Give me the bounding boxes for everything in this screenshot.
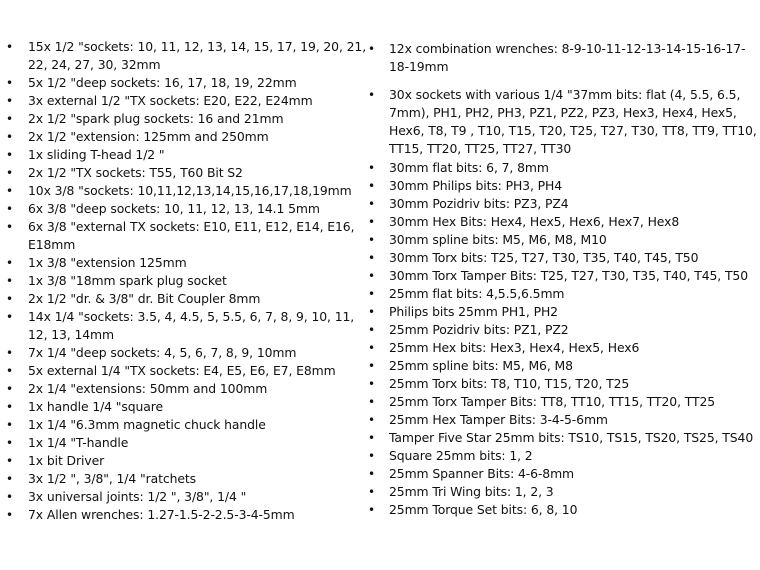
list-item: • 25mm flat bits: 4,5.5,6.5mm bbox=[364, 285, 758, 303]
list-item: • 2x 1/2 "TX sockets: T55, T60 Bit S2 bbox=[0, 164, 368, 182]
list-item: • 25mm Hex Tamper Bits: 3-4-5-6mm bbox=[364, 411, 758, 429]
list-item: • 5x 1/2 "deep sockets: 16, 17, 18, 19, 22mm bbox=[0, 74, 368, 92]
right-item-list bbox=[364, 40, 758, 519]
list-item: • 10x 3/8 "sockets: 10,11,12,13,14,15,16,17,18,19mm bbox=[0, 182, 368, 200]
list-item: • 1x 3/8 "18mm spark plug socket bbox=[0, 272, 368, 290]
list-item: • Square 25mm bits: 1, 2 bbox=[364, 447, 758, 465]
list-item: • 1x 3/8 "extension 125mm bbox=[0, 254, 368, 272]
list-item: • 25mm Spanner Bits: 4-6-8mm bbox=[364, 465, 758, 483]
list-item: • 25mm Torque Set bits: 6, 8, 10 bbox=[364, 501, 758, 519]
list-item: • 1x 1/4 "6.3mm magnetic chuck handle bbox=[0, 416, 368, 434]
list-item: • 30x sockets with various 1/4 "37mm bits: flat (4, 5.5, 6.5, 7mm), PH1, PH2, PH3, PZ1, PZ2, PZ3, Hex3, Hex4, Hex5, Hex6, T8, T9 , T10, T15, T20, T25, T27, T30, TT8, TT9, TT10, TT15, TT20, TT25, TT27, TT30 bbox=[364, 86, 758, 158]
list-item: • 1x 1/4 "T-handle bbox=[0, 434, 368, 452]
list-item: • 3x 1/2 ", 3/8", 1/4 "ratchets bbox=[0, 470, 368, 488]
list-item: • 30mm Philips bits: PH3, PH4 bbox=[364, 177, 758, 195]
list-item: • 25mm Torx Tamper Bits: TT8, TT10, TT15, TT20, TT25 bbox=[364, 393, 758, 411]
list-item: • 2x 1/2 "dr. & 3/8" dr. Bit Coupler 8mm bbox=[0, 290, 368, 308]
list-item: • Tamper Five Star 25mm bits: TS10, TS15, TS20, TS25, TS40 bbox=[364, 429, 758, 447]
list-item: • 6x 3/8 "deep sockets: 10, 11, 12, 13, 14.1 5mm bbox=[0, 200, 368, 218]
list-item: • 25mm spline bits: M5, M6, M8 bbox=[364, 357, 758, 375]
list-item: • 6x 3/8 "external TX sockets: E10, E11, E12, E14, E16, E18mm bbox=[0, 218, 368, 254]
list-item: • 3x external 1/2 "TX sockets: E20, E22, E24mm bbox=[0, 92, 368, 110]
list-item: • 7x Allen wrenches: 1.27-1.5-2-2.5-3-4-5mm bbox=[0, 506, 368, 524]
list-item: • 5x external 1/4 "TX sockets: E4, E5, E6, E7, E8mm bbox=[0, 362, 368, 380]
list-item: • 25mm Pozidriv bits: PZ1, PZ2 bbox=[364, 321, 758, 339]
list-item: • 30mm flat bits: 6, 7, 8mm bbox=[364, 159, 758, 177]
list-item: • 1x sliding T-head 1/2 " bbox=[0, 146, 368, 164]
list-item: • 25mm Tri Wing bits: 1, 2, 3 bbox=[364, 483, 758, 501]
list-item: • 14x 1/4 "sockets: 3.5, 4, 4.5, 5, 5.5, 6, 7, 8, 9, 10, 11, 12, 13, 14mm bbox=[0, 308, 368, 344]
list-item: • 2x 1/2 "extension: 125mm and 250mm bbox=[0, 128, 368, 146]
list-item: • 1x bit Driver bbox=[0, 452, 368, 470]
list-item: • 3x universal joints: 1/2 ", 3/8", 1/4 " bbox=[0, 488, 368, 506]
list-item: • 2x 1/2 "spark plug sockets: 16 and 21mm bbox=[0, 110, 368, 128]
list-item: • Philips bits 25mm PH1, PH2 bbox=[364, 303, 758, 321]
list-item: • 15x 1/2 "sockets: 10, 11, 12, 13, 14, 15, 17, 19, 20, 21, 22, 24, 27, 30, 32mm bbox=[0, 38, 368, 74]
list-item: • 25mm Hex bits: Hex3, Hex4, Hex5, Hex6 bbox=[364, 339, 758, 357]
list-item: • 1x handle 1/4 "square bbox=[0, 398, 368, 416]
list-item: • 30mm Pozidriv bits: PZ3, PZ4 bbox=[364, 195, 758, 213]
list-item: • 7x 1/4 "deep sockets: 4, 5, 6, 7, 8, 9, 10mm bbox=[0, 344, 368, 362]
list-item: • 12x combination wrenches: 8-9-10-11-12-13-14-15-16-17-18-19mm bbox=[364, 40, 758, 76]
left-item-list bbox=[0, 38, 368, 524]
list-item: • 30mm Torx bits: T25, T27, T30, T35, T40, T45, T50 bbox=[364, 249, 758, 267]
list-item: • 25mm Torx bits: T8, T10, T15, T20, T25 bbox=[364, 375, 758, 393]
list-item: • 30mm Hex Bits: Hex4, Hex5, Hex6, Hex7, Hex8 bbox=[364, 213, 758, 231]
list-item: • 2x 1/4 "extensions: 50mm and 100mm bbox=[0, 380, 368, 398]
list-item: • 30mm Torx Tamper Bits: T25, T27, T30, T35, T40, T45, T50 bbox=[364, 267, 758, 285]
list-item: • 30mm spline bits: M5, M6, M8, M10 bbox=[364, 231, 758, 249]
